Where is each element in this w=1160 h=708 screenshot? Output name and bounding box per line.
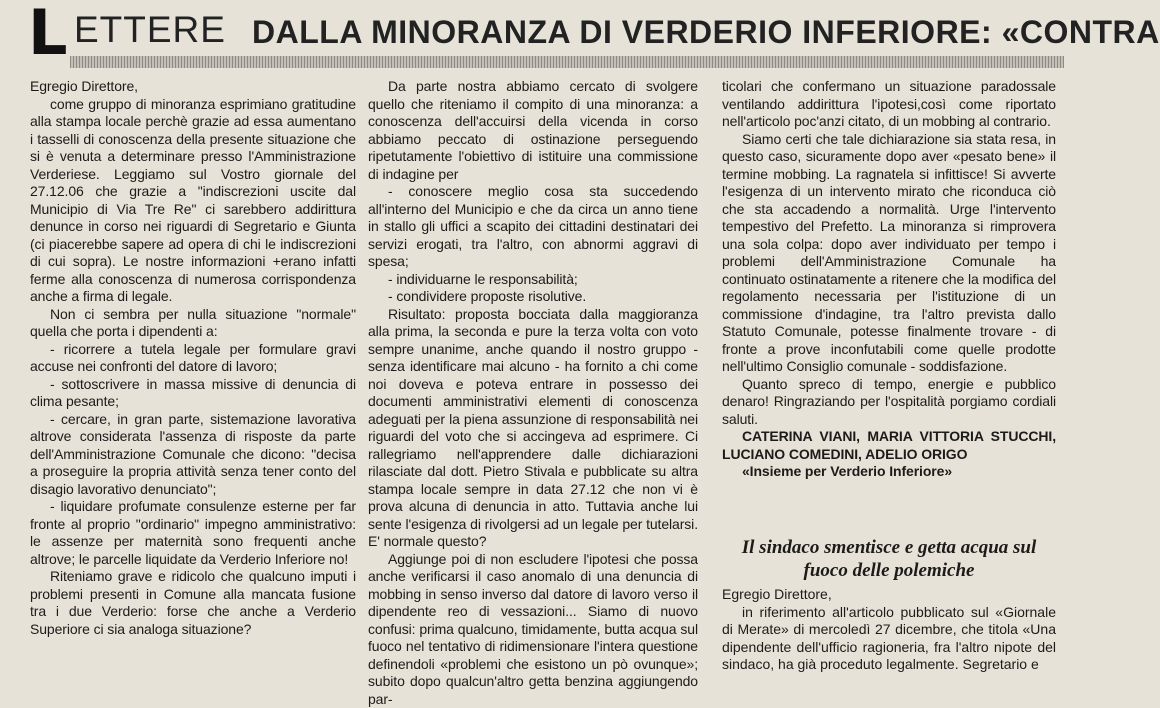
signature-names: CATERINA VIANI, MARIA VITTORIA STUCCHI, LUCIANO COMEDINI, ADELIO ORIGO bbox=[722, 428, 1056, 463]
salutation: Egregio Direttore, bbox=[722, 586, 1056, 604]
paragraph: Siamo certi che tale dichiarazione sia stata resa, in questo caso, sicuramente dopo aver «pesato bene» il termine mobbing. La ragnatela si infittisce! Si avverte l'esigenza di un intervento mirato che riconduca ciò che sta accadendo a normalità. Urge l'intervento tempestivo del Prefetto. La minoranza si rimprovera una sola colpa: dopo aver individuato per tempo i problemi dell'Amministrazione Comunale ha continuato ostinatamente a ritenere che la modifica del regolamento necessaria per l'istituzione di un commissione d'indagine, tra l'altro prevista dallo Statuto Comunale, potesse finalmente trovare - di fronte a prove inconfutabili come quelle prodotte nell'ultimo Consiglio comunale - soddisfazione. bbox=[722, 131, 1056, 376]
drop-letter: L bbox=[28, 2, 68, 64]
paragraph: - sottoscrivere in massa missive di denuncia di clima pesante; bbox=[30, 376, 356, 411]
paragraph: Quanto spreco di tempo, energie e pubblico denaro! Ringraziando per l'ospitalità porgiamo cordiali saluti. bbox=[722, 376, 1056, 429]
second-article-body bbox=[722, 586, 1056, 674]
paragraph: Risultato: proposta bocciata dalla maggioranza alla prima, la seconda e pure la terza volta con voto sempre unanime, anche quando il nostro gruppo - senza identificare mai alcuno - ha fornito a chi come noi doveva e poteva entrare in possesso dei documenti amministrativi elementi di conoscenza adeguati per la piena assunzione di responsabilità nei riguardi del voto che si accingeva ad esprimere. Ci rallegriamo nell'apprendere dalle dichiarazioni rilasciate dal dott. Pietro Stivala e pubblicate su altra stampa locale sempre in data 27.12 che non vi è prova alcuna di denuncia in atto. Tuttavia anche lui sente l'esigenza di rivolgersi ad un legale per tutelarsi. E' normale questo? bbox=[368, 306, 698, 551]
second-article-title: Il sindaco smentisce e getta acqua sul fuoco delle polemiche bbox=[722, 536, 1056, 582]
column-3 bbox=[722, 78, 1056, 481]
page-header bbox=[0, 0, 1064, 72]
paragraph: Aggiunge poi di non escludere l'ipotesi che possa anche verificarsi il caso anomalo di una denuncia di mobbing in senso inverso dal datore di lavoro verso il dipendente reo di vessazioni... Siamo di nuovo confusi: prima qualcuno, timidamente, butta acqua sul fuoco nel tentativo di ridimensionare l'intera questione definendoli «problemi che esistono un pò ovunque»; subito dopo qualcun'altro getta benzina aggiungendo par- bbox=[368, 551, 698, 708]
paragraph: Riteniamo grave e ridicolo che qualcuno imputi i problemi presenti in Comune alla mancata fusione tra i due Verderio: forse che anche a Verderio Superiore ci sia analoga situazione? bbox=[30, 568, 356, 638]
header-rule bbox=[70, 56, 1064, 68]
paragraph: Non ci sembra per nulla situazione "normale" quella che porta i dipendenti a: bbox=[30, 306, 356, 341]
paragraph: - ricorrere a tutela legale per formulare gravi accuse nei confronti del datore di lavoro; bbox=[30, 341, 356, 376]
paragraph: Da parte nostra abbiamo cercato di svolgere quello che riteniamo il compito di una minoranza: a conoscenza dell'accuirsi della vicenda in corso abbiamo peccato di ostinazione perseguendo ripetutamente l'obiettivo di istituire una commissione di indagine per bbox=[368, 78, 698, 183]
column-2 bbox=[368, 78, 698, 708]
paragraph: - liquidare profumate consulenze esterne per far fronte al proprio "ordinario" impegno amministrativo: le assenze per maternità sono frequenti anche altrove; le parcelle liquidate da Verderio Inferiore no! bbox=[30, 498, 356, 568]
paragraph: - conoscere meglio cosa sta succedendo all'interno del Municipio e che da circa un anno tiene in stallo gli uffici a scapito dei cittadini destinatari dei servizi erogati, tra l'altro, con abnormi aggravi di spesa; bbox=[368, 183, 698, 271]
paragraph: - condividere proposte risolutive. bbox=[368, 288, 698, 306]
paragraph: in riferimento all'articolo pubblicato sul «Giornale di Merate» di mercoledì 27 dicembre, che titola «Una dipendente dell'ufficio ragioneria, fra l'altro nipote del sindaco, ha già proceduto legalmente. Segretario e bbox=[722, 604, 1056, 674]
paragraph: ticolari che confermano un situazione paradossale ventilando addirittura l'ipotesi,così come riportato nell'articolo poc'anzi citato, di un mobbing al contrario. bbox=[722, 78, 1056, 131]
column-1 bbox=[30, 78, 356, 638]
paragraph: - cercare, in gran parte, sistemazione lavorativa altrove considerata l'assenza di risposte da parte dell'Amministrazione Comunale che dicono: "decisa a proseguire la propria attività senza tener conto del disagio lavorativo denunciato"; bbox=[30, 411, 356, 499]
paragraph: come gruppo di minoranza esprimiano gratitudine alla stampa locale perchè grazie ad essa aumentano i tasselli di conoscenza della presente situazione che si è venuta a determinare presso l'Amministrazione Verderiese. Leggiamo sul Vostro giornale del 27.12.06 che grazie a "indiscrezioni uscite dal Municipio di Via Tre Re" ci sarebbero addirittura denunce in corso nei riguardi di Segretario e Giunta (ci piacerebbe sapere ad opera di chi le indiscrezioni di cui sopra). Le nostre informazioni +erano infatti ferme alla conoscenza di numerosa corrispondenza anche a firma di legale. bbox=[30, 96, 356, 306]
paragraph: - individuarne le responsabilità; bbox=[368, 271, 698, 289]
salutation: Egregio Direttore, bbox=[30, 78, 356, 96]
headline: DALLA MINORANZA DI VERDERIO INFERIORE: «CONTRA bbox=[252, 13, 1064, 51]
section-kicker: ETTERE bbox=[74, 10, 226, 50]
signature-group: «Insieme per Verderio Inferiore» bbox=[722, 463, 1056, 481]
